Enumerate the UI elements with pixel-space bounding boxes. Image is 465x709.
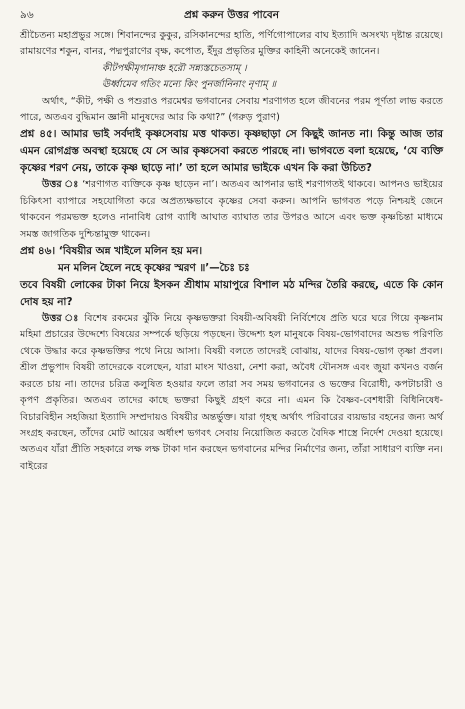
question-45-label: প্রশ্ন ৪৫। [20, 128, 57, 141]
sanskrit-verse-line-2: ঊর্ধ্বামেব গতিং মন্যে কিং পুনর্জানিনাং নৃণাম্ ॥ [102, 79, 276, 91]
answer-45-label: উত্তর ঃ [42, 179, 79, 191]
answer-46-text: বিশেষ রকমের ঝুঁকি নিয়ে কৃষ্ণভক্তরা বিষয়ী-অবিষয়ী নির্বিশেষে প্রতি ঘরে ঘরে গিয়ে কৃষ্ণনাম মহিমা প্রচারের উদ্দেশ্যে বিষয়ের সম্পর্কে ছড়িয়ে পড়ছেন। উদ্দেশ্য হল মানুষকে বিষয়-ভোগবাদের অশুভ পরিণতি থেকে উদ্ধার করে কৃষ্ণভক্তির পথে নিয়ে আসা। বিষয়ী বলতে তাদেরই বোঝায়, যাদের বিষয়-ভোগ তৃষ্ণা প্রবল। শ্রীল প্রভুপাদ বিষয়ী তাদেরকে বলেছেন, যারা মাংস খাওয়া, নেশা করা, অবৈধ যৌনসঙ্গ এবং জুয়া কখনও বর্জন করতে চায় না। তাদের চরিত্র কলুষিত হওয়ার ফলে তারা সব সময় ভগবানের ও ভক্তের বিরোধী, কপটাচারী ও কৃপণ প্রকৃতির। অতএব তাদের কাছে ভক্তরা কিছুই গ্রহণ করে না। এমন কি বৈষ্ণব-বেশধারী বিধিনিষেধ-বিচারবিহীন সহজিয়া ইত্যাদি সম্প্রদায়ও বিষয়ীর অন্তর্ভুক্ত। যারা গৃহস্থ অর্থাৎ পরিবারের ব্যয়ভার বহনের জন্য অর্থ সংগ্রহ করছেন, তাঁদের মোট আয়ের অর্ধাংশ ভগবৎ সেবায় নিয়োজিত করতে বৈদিক শাস্ত্রে নির্দেশ দেওয়া হয়েছে। অতএব যাঁরা প্রীতি সহকারে লক্ষ লক্ষ টাকা দান করছেন ভগবানের মন্দির নির্মাণের জন্য, তাঁরা সাধারণ ব্যক্তি নন। বাইরের [20, 313, 443, 472]
question-46-verse-line-2: মন মলিন হৈলে নহে কৃষ্ণের স্মরণ ॥’—চৈঃ চঃ [58, 262, 250, 275]
sanskrit-verse-line-1: কীটপক্ষীমৃগানাঞ্চ হরৌ সন্ন্যস্তচেতসাম্ । [102, 62, 247, 74]
question-45-text: আমার ভাই সর্বদাই কৃষ্ণসেবায় মত্ত থাকত। কৃষ্ণছাড়া সে কিছুই জানত না। কিন্তু আজ তার এমন রোগগ্রস্ত অবস্থা হয়েছে যে সে আর কৃষ্ণসেবা করতে পারছে না। ভাগবতে বলা হয়েছে, ‘যে ব্যক্তি কৃষ্ণের শরণ নেয়, তাকে কৃষ্ণ ছাড়ে না।’ তা হলে আমার ভাইকে এখন কি করা উচিত? [20, 128, 443, 175]
paragraph-intro: শ্রীচৈতন্য মহাপ্রভুর সঙ্গে। শিবানন্দের কুকুর, রসিকানন্দের হাতি, পর্ণিগোপালের বাঘ ইত্যাদি অসংখ্য দৃষ্টান্ত রয়েছে। রামায়ণের শকুন, বানর, পদ্মপুরাণের বৃক্ষ, কপোত, ইঁদুর প্রভৃতির মুক্তির কাহিনী অনেকেই জানেন। [20, 30, 443, 58]
answer-46 [20, 311, 443, 475]
page-body [20, 28, 443, 475]
question-46-verse-line-1: ‘বিষয়ীর অন্ন খাইলে মলিন হয় মন। [58, 245, 203, 258]
answer-45-text: ‘শরণাগত ব্যক্তিকে কৃষ্ণ ছাড়েন না’। অতএব আপনার ভাই শরণাগতই থাকবে। আপনও ভাইয়ের চিকিৎসা ব্যাপারে সহযোগিতা করে অপ্রত্যক্ষভাবে কৃষ্ণের সেবা করুন। আপনি ভাগবত পড়ে নিশ্চয়ই জেনে থাকবেন পরমভক্ত হলেও নানাবিধ রোগ ব্যাধি আঘাত ব্যাঘাত তার উপরও আসে এবং ভক্ত কৃষ্ণচিন্তা মাধ্যমে সমস্ত জাগতিক দুশ্চিন্তামুক্ত থাকেন। [20, 179, 443, 240]
question-46-text: তবে বিষয়ী লোকের টাকা নিয়ে ইসকন শ্রীধাম মায়াপুরে বিশাল মঠ মন্দির তৈরি করছে, এতে কি কোন দোষ হয় না? [20, 279, 443, 309]
question-46-label: প্রশ্ন ৪৬। [20, 245, 56, 258]
question-46 [20, 243, 443, 260]
page-header [20, 8, 443, 28]
running-title: প্রশ্ন করুন উত্তর পাবেন [183, 9, 280, 21]
question-45 [20, 126, 443, 177]
page-number: ৯৬ [20, 9, 34, 21]
answer-46-label: উত্তর ঃ [42, 313, 80, 325]
answer-45 [20, 177, 443, 243]
paragraph-translation: অর্থাৎ, “কীট, পক্ষী ও পশুরাও পরমেশ্বর ভগবানের সেবায় শরণাগত হলে জীবনের পরম পূর্ণতা লাভ করতে পারে, অতএব বুদ্ধিমান জ্ঞানী মানুষদের আর কি কথা?” (গরুড় পুরাণ) [20, 95, 443, 124]
